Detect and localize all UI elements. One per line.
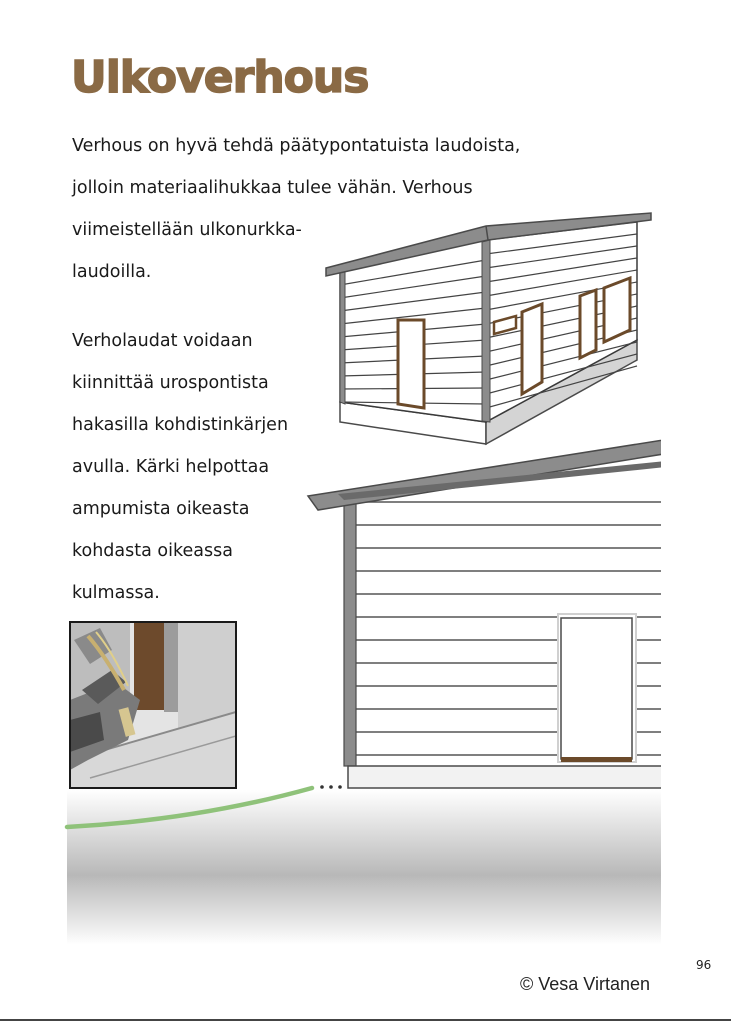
page-title: Ulkoverhous <box>71 52 369 103</box>
text-line: kiinnittää urospontista <box>72 373 269 393</box>
nail-gun-photo <box>70 622 236 788</box>
text-line: laudoilla. <box>72 262 152 282</box>
bottom-rule <box>0 1019 731 1021</box>
page-number: 96 <box>696 958 712 972</box>
text-line: viimeistellään ulkonurkka- <box>72 220 302 240</box>
text-line: kulmassa. <box>72 583 160 603</box>
text-line: ampumista oikeasta <box>72 499 250 519</box>
text-line: jolloin materiaalihukkaa tulee vähän. Verhous <box>72 178 473 198</box>
text-line: Verhous on hyvä tehdä päätypontatuista laudoista, <box>72 136 521 156</box>
ground-dot <box>320 785 324 789</box>
text-line: kohdasta oikeassa <box>72 541 233 561</box>
copyright-notice: © Vesa Virtanen <box>520 974 651 994</box>
shed-drawing <box>326 213 651 444</box>
text-line: Verholaudat voidaan <box>72 331 253 351</box>
wall-closeup-drawing <box>308 438 676 788</box>
ground-dot <box>329 785 333 789</box>
text-line: hakasilla kohdistinkärjen <box>72 415 289 435</box>
ground-line <box>67 788 312 827</box>
ground-dot <box>338 785 342 789</box>
text-line: avulla. Kärki helpottaa <box>72 457 270 477</box>
